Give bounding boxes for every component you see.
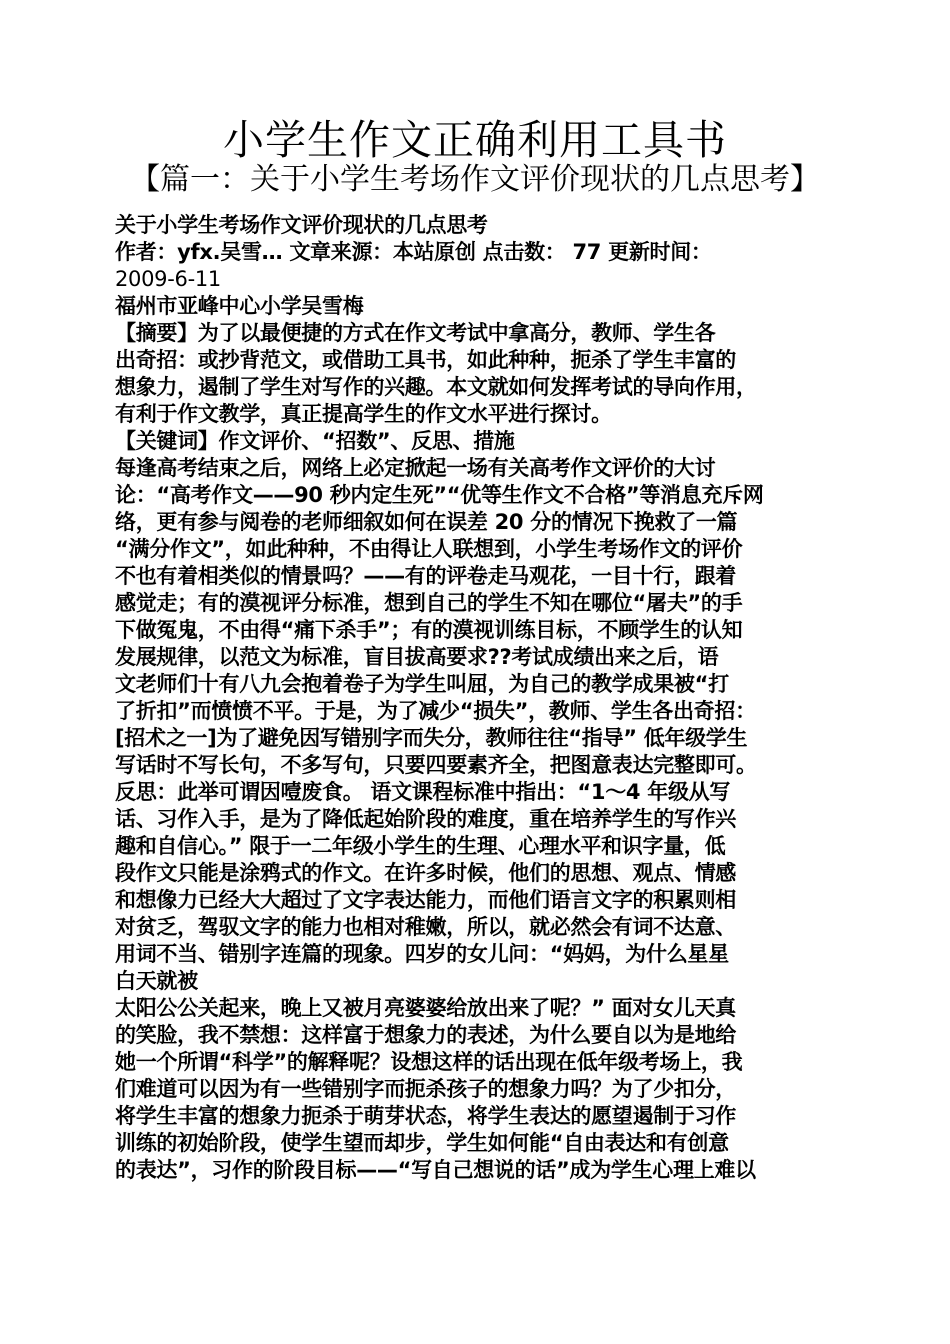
body-line: 训练的初始阶段，使学生望而却步，学生如何能“自由表达和有创意 xyxy=(115,1131,729,1155)
body-line: 和想像力已经大大超过了文字表达能力，而他们语言文字的积累则相 xyxy=(115,888,736,912)
body-line: 她一个所谓“科学”的解释呢？设想这样的话出现在低年级考场上，我 xyxy=(115,1050,743,1074)
body-line: “满分作文”，如此种种，不由得让人联想到，小学生考场作文的评价 xyxy=(115,537,743,561)
document-subtitle: 【篇一：关于小学生考场作文评价现状的几点思考】 xyxy=(130,162,820,197)
body-line: 的表达”，习作的阶段目标——“写自己想说的话”成为学生心理上难以 xyxy=(115,1158,756,1182)
body-line: 发展规律，以范文为标准，盲目拔高要求??考试成绩出来之后，语 xyxy=(115,645,719,669)
body-line: 不也有着相类似的情景吗？——有的评卷走马观花，一目十行，跟着 xyxy=(115,564,736,588)
abstract-line: 【摘要】为了以最便捷的方式在作文考试中拿高分，教师、学生各 xyxy=(115,321,716,345)
body-line: 白天就被 xyxy=(115,969,198,993)
abstract-line: 有利于作文教学，真正提高学生的作文水平进行探讨。 xyxy=(115,402,612,426)
article-heading: 关于小学生考场作文评价现状的几点思考 xyxy=(115,213,488,237)
body-line: 反思：此举可谓因噎废食。 语文课程标准中指出：“1～4 年级从写 xyxy=(115,780,731,804)
body-line: 的笑脸，我不禁想：这样富于想象力的表述，为什么要自以为是地给 xyxy=(115,1023,736,1047)
body-line: 将学生丰富的想象力扼杀于萌芽状态，将学生表达的愿望遏制于习作 xyxy=(115,1104,736,1128)
document-title: 小学生作文正确利用工具书 xyxy=(223,116,727,164)
body-line: 每逢高考结束之后，网络上必定掀起一场有关高考作文评价的大讨 xyxy=(115,456,716,480)
body-line: 话、习作入手，是为了降低起始阶段的难度，重在培养学生的写作兴 xyxy=(115,807,736,831)
article-body xyxy=(115,212,845,1184)
abstract-line: 想象力，遏制了学生对写作的兴趣。本文就如何发挥考试的导向作用， xyxy=(115,375,757,399)
article-date: 2009-6-11 xyxy=(115,267,221,291)
body-line: 了折扣”而愤愤不平。于是，为了减少“损失”，教师、学生各出奇招： xyxy=(115,699,756,723)
body-line: 论：“高考作文——90 秒内定生死”“优等生作文不合格”等消息充斥网 xyxy=(115,483,764,507)
body-line: 太阳公公关起来，晚上又被月亮婆婆给放出来了呢？” 面对女儿天真 xyxy=(115,996,736,1020)
body-line: 趣和自信心。” 限于一二年级小学生的生理、心理水平和识字量，低 xyxy=(115,834,726,858)
body-line: 写话时不写长句，不多写句，只要四要素齐全，把图意表达完整即可。 xyxy=(115,753,757,777)
body-line: 文老师们十有八九会抱着卷子为学生叫屈，为自己的教学成果被“打 xyxy=(115,672,729,696)
body-line: 用词不当、错别字连篇的现象。四岁的女儿问：“妈妈，为什么星星 xyxy=(115,942,729,966)
article-meta: 作者：yfx.吴雪… 文章来源：本站原创 点击数： 77 更新时间： xyxy=(115,240,712,264)
body-line: 对贫乏，驾驭文字的能力也相对稚嫩，所以，就必然会有词不达意、 xyxy=(115,915,736,939)
body-line: 们难道可以因为有一些错别字而扼杀孩子的想象力吗？为了少扣分， xyxy=(115,1077,736,1101)
body-line: 感觉走；有的漠视评分标准，想到自己的学生不知在哪位“屠夫”的手 xyxy=(115,591,743,615)
keywords-line: 【关键词】作文评价、“招数”、反思、措施 xyxy=(115,429,515,453)
article-author: 福州市亚峰中心小学吴雪梅 xyxy=(115,294,364,318)
body-line: [招术之一]为了避免因写错别字而失分，教师往往“指导” 低年级学生 xyxy=(115,726,748,750)
body-line: 络，更有参与阅卷的老师细叙如何在误差 20 分的情况下挽救了一篇 xyxy=(115,510,738,534)
body-line: 下做冤鬼，不由得“痛下杀手”；有的漠视训练目标，不顾学生的认知 xyxy=(115,618,743,642)
body-line: 段作文只能是涂鸦式的作文。在许多时候，他们的思想、观点、情感 xyxy=(115,861,736,885)
abstract-line: 出奇招：或抄背范文，或借助工具书，如此种种，扼杀了学生丰富的 xyxy=(115,348,736,372)
